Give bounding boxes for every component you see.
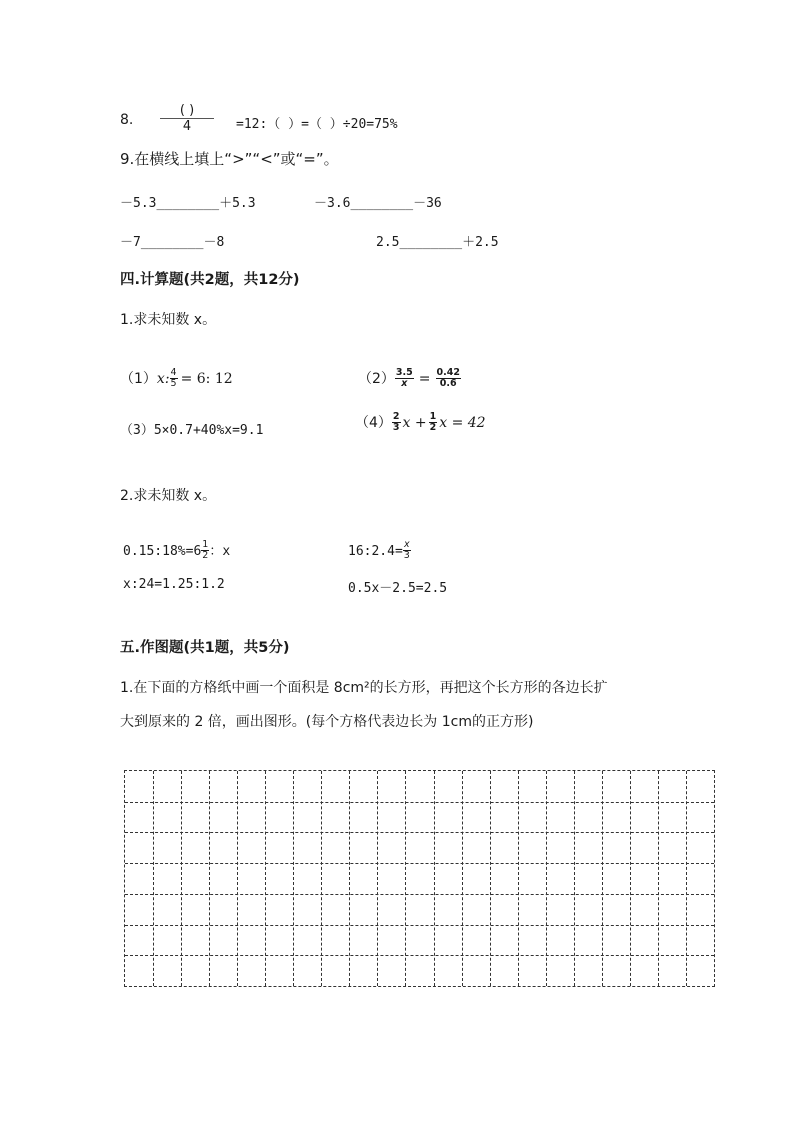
q8-fraction-numerator: ( ) — [160, 104, 214, 119]
equation-1-label: （1） — [120, 371, 157, 387]
grid-vertical-line — [377, 771, 378, 986]
grid-vertical-line — [602, 771, 603, 986]
equation-4-mid: x + — [402, 415, 427, 431]
q2-equation-4: 0.5x－2.5=2.5 — [348, 581, 448, 596]
q2-equation-2 — [348, 540, 411, 561]
grid-vertical-line — [293, 771, 294, 986]
grid-vertical-line — [434, 771, 435, 986]
section4-heading: 四.计算题(共2题，共12分) — [120, 272, 300, 288]
equation-4-label: （4） — [355, 415, 392, 431]
q2-equation-2-pre: 16:2.4= — [348, 544, 403, 559]
equation-2-right-num: 0.42 — [436, 367, 460, 378]
q9-item-3: －7________－8 — [120, 235, 225, 250]
equation-1-fraction-den: 5 — [170, 378, 177, 389]
q2-equation-3: x:24=1.25:1.2 — [123, 577, 225, 592]
equation-2-left-fraction — [395, 368, 414, 389]
grid-vertical-line — [574, 771, 575, 986]
grid-vertical-line — [265, 771, 266, 986]
grid-paper[interactable] — [124, 770, 715, 987]
section4-q2-prompt: 2.求未知数 x。 — [120, 488, 217, 504]
equation-1 — [120, 368, 233, 389]
q8-fraction-denominator: 4 — [182, 119, 192, 134]
q2-equation-1-pre: 0.15:18%=6 — [123, 544, 202, 559]
q2-equation-2-fraction — [403, 540, 411, 561]
q9-item-2: －3.6________－36 — [314, 196, 442, 211]
q9-item-1: －5.3________＋5.3 — [120, 196, 256, 211]
q8-fraction — [160, 104, 214, 134]
q8-number: 8. — [120, 112, 134, 128]
grid-horizontal-line — [125, 894, 714, 895]
grid-vertical-line — [321, 771, 322, 986]
grid-vertical-line — [349, 771, 350, 986]
q2-equation-1 — [123, 540, 230, 561]
equation-2-label: （2） — [358, 371, 395, 387]
grid-horizontal-line — [125, 863, 714, 864]
equation-4-fraction-2-num: 1 — [429, 411, 437, 422]
equation-2-right-den: 0.6 — [439, 378, 457, 389]
grid-horizontal-line — [125, 955, 714, 956]
equation-1-fraction-num: 4 — [170, 367, 177, 378]
section5-heading: 五.作图题(共1题，共5分) — [120, 640, 290, 656]
equation-4-fraction-1-den: 3 — [392, 422, 400, 433]
q9-prompt: 9.在横线上填上“>”“<”或“=”。 — [120, 150, 339, 168]
grid-vertical-line — [209, 771, 210, 986]
grid-vertical-line — [181, 771, 182, 986]
grid-vertical-line — [658, 771, 659, 986]
equation-2-equals: = — [418, 371, 431, 387]
q2-equation-2-fraction-den: 3 — [403, 550, 410, 561]
equation-2-right-fraction — [436, 368, 461, 389]
grid-vertical-line — [462, 771, 463, 986]
equation-1-fraction — [170, 368, 178, 389]
grid-vertical-line — [546, 771, 547, 986]
equation-4 — [355, 412, 486, 433]
equation-2 — [358, 368, 461, 389]
grid-vertical-line — [490, 771, 491, 986]
equation-4-fraction-1-num: 2 — [392, 411, 400, 422]
grid-vertical-line — [630, 771, 631, 986]
section4-q1-prompt: 1.求未知数 x。 — [120, 312, 217, 328]
equation-4-fraction-2 — [429, 412, 438, 433]
equation-2-left-den: x — [401, 378, 408, 389]
q9-item-4: 2.5________＋2.5 — [376, 235, 499, 250]
q2-equation-1-fraction-den: 2 — [202, 550, 209, 561]
equation-3: （3）5×0.7+40%x=9.1 — [120, 423, 264, 438]
grid-vertical-line — [518, 771, 519, 986]
grid-horizontal-line — [125, 832, 714, 833]
q2-equation-1-post: ：x — [209, 544, 231, 559]
equation-1-rest: = 6: 12 — [180, 371, 233, 387]
grid-vertical-line — [686, 771, 687, 986]
section5-line-1: 1.在下面的方格纸中画一个面积是 8cm²的长方形，再把这个长方形的各边长扩 — [120, 680, 608, 696]
q2-equation-2-fraction-num: x — [404, 539, 410, 550]
q8-equation: =12:（ ）=（ ）÷20=75% — [236, 117, 398, 132]
grid-vertical-line — [405, 771, 406, 986]
grid-horizontal-line — [125, 802, 714, 803]
q2-equation-1-fraction-num: 1 — [202, 539, 209, 550]
equation-4-rest: x = 42 — [439, 415, 486, 431]
equation-4-fraction-1 — [392, 412, 401, 433]
equation-1-x: x: — [156, 371, 170, 387]
section5-line-2: 大到原来的 2 倍，画出图形。(每个方格代表边长为 1cm的正方形) — [120, 714, 534, 730]
grid-vertical-line — [153, 771, 154, 986]
equation-4-fraction-2-den: 2 — [429, 422, 437, 433]
grid-vertical-line — [237, 771, 238, 986]
equation-2-left-num: 3.5 — [395, 367, 413, 378]
grid-horizontal-line — [125, 925, 714, 926]
